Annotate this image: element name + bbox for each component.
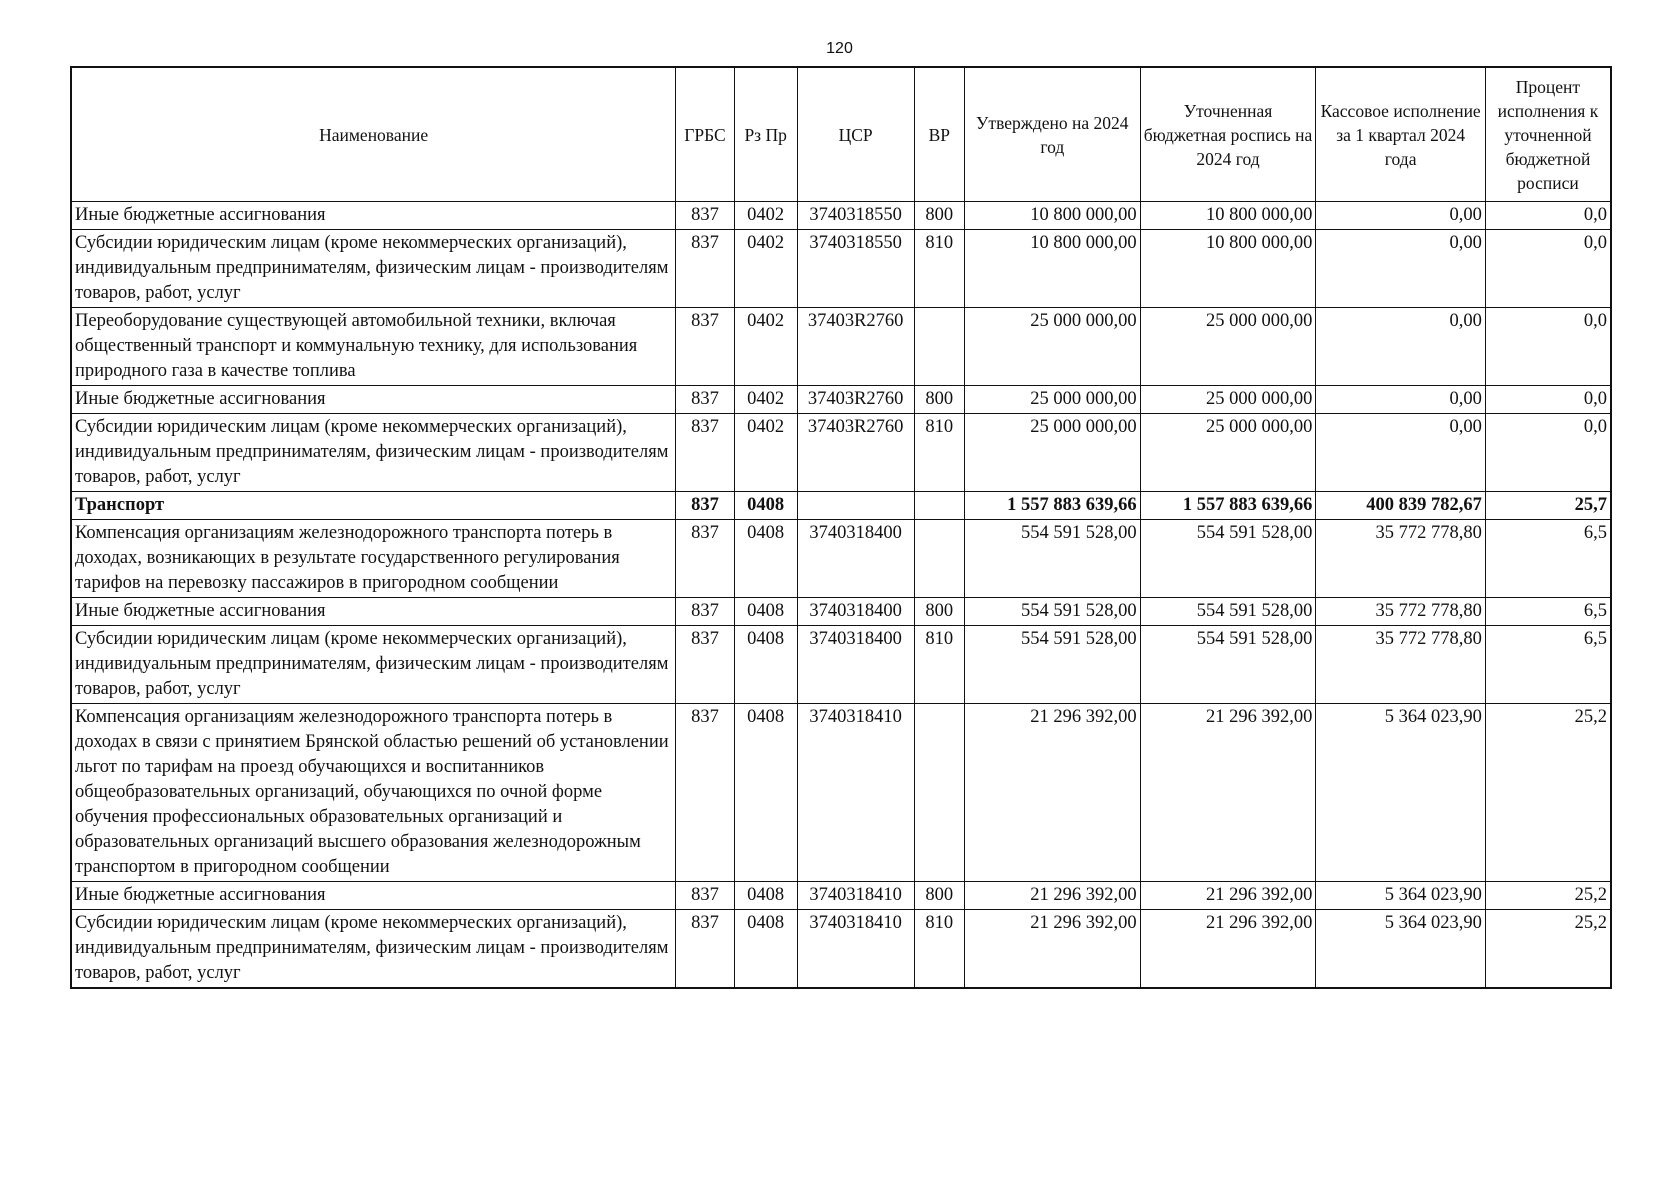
cell-name: Компенсация организациям железнодорожного транспорта потерь в доходах, возникающих в результате государственного регулирования тарифов на перевозку пассажиров в пригородном сообщении <box>71 520 676 598</box>
cell-refined: 10 800 000,00 <box>1140 230 1316 308</box>
header-rzpr: Рз Пр <box>734 67 797 202</box>
cell-grbs: 837 <box>676 910 735 989</box>
cell-approved: 21 296 392,00 <box>964 882 1140 910</box>
cell-percent: 25,2 <box>1485 704 1611 882</box>
cell-cash: 0,00 <box>1316 414 1485 492</box>
cell-rzpr: 0408 <box>734 520 797 598</box>
table-row <box>71 230 1611 308</box>
cell-vr <box>914 520 964 598</box>
cell-approved: 21 296 392,00 <box>964 704 1140 882</box>
cell-csr: 37403R2760 <box>797 414 914 492</box>
cell-csr <box>797 492 914 520</box>
table-row <box>71 882 1611 910</box>
cell-name: Иные бюджетные ассигнования <box>71 882 676 910</box>
cell-grbs: 837 <box>676 414 735 492</box>
cell-refined: 554 591 528,00 <box>1140 626 1316 704</box>
header-grbs: ГРБС <box>676 67 735 202</box>
cell-cash: 400 839 782,67 <box>1316 492 1485 520</box>
cell-refined: 554 591 528,00 <box>1140 598 1316 626</box>
cell-refined: 21 296 392,00 <box>1140 882 1316 910</box>
cell-grbs: 837 <box>676 598 735 626</box>
cell-vr <box>914 704 964 882</box>
header-csr: ЦСР <box>797 67 914 202</box>
cell-percent: 0,0 <box>1485 308 1611 386</box>
cell-name: Субсидии юридическим лицам (кроме некоммерческих организаций), индивидуальным предпринимателям, физическим лицам - производителям товаров, работ, услуг <box>71 910 676 989</box>
cell-vr: 810 <box>914 414 964 492</box>
cell-vr: 810 <box>914 910 964 989</box>
cell-grbs: 837 <box>676 230 735 308</box>
cell-name: Иные бюджетные ассигнования <box>71 386 676 414</box>
cell-csr: 3740318410 <box>797 882 914 910</box>
cell-grbs: 837 <box>676 882 735 910</box>
cell-percent: 25,7 <box>1485 492 1611 520</box>
cell-rzpr: 0402 <box>734 414 797 492</box>
cell-csr: 3740318410 <box>797 910 914 989</box>
cell-csr: 37403R2760 <box>797 308 914 386</box>
cell-percent: 0,0 <box>1485 386 1611 414</box>
cell-approved: 21 296 392,00 <box>964 910 1140 989</box>
cell-rzpr: 0402 <box>734 308 797 386</box>
table-row <box>71 386 1611 414</box>
page-number: 120 <box>826 40 853 57</box>
cell-csr: 3740318550 <box>797 230 914 308</box>
cell-vr: 810 <box>914 626 964 704</box>
cell-grbs: 837 <box>676 492 735 520</box>
header-name: Наименование <box>71 67 676 202</box>
cell-cash: 0,00 <box>1316 230 1485 308</box>
cell-name: Субсидии юридическим лицам (кроме некоммерческих организаций), индивидуальным предпринимателям, физическим лицам - производителям товаров, работ, услуг <box>71 626 676 704</box>
cell-cash: 5 364 023,90 <box>1316 910 1485 989</box>
cell-name: Субсидии юридическим лицам (кроме некоммерческих организаций), индивидуальным предпринимателям, физическим лицам - производителям товаров, работ, услуг <box>71 230 676 308</box>
cell-approved: 1 557 883 639,66 <box>964 492 1140 520</box>
cell-percent: 25,2 <box>1485 882 1611 910</box>
cell-refined: 10 800 000,00 <box>1140 202 1316 230</box>
cell-cash: 5 364 023,90 <box>1316 704 1485 882</box>
header-approved: Утверждено на 2024 год <box>964 67 1140 202</box>
table-row <box>71 626 1611 704</box>
budget-table <box>70 66 1612 989</box>
cell-rzpr: 0408 <box>734 598 797 626</box>
cell-approved: 10 800 000,00 <box>964 202 1140 230</box>
cell-rzpr: 0402 <box>734 230 797 308</box>
cell-name: Переоборудование существующей автомобильной техники, включая общественный транспорт и коммунальную технику, для использования природного газа в качестве топлива <box>71 308 676 386</box>
cell-rzpr: 0408 <box>734 882 797 910</box>
cell-grbs: 837 <box>676 626 735 704</box>
cell-approved: 25 000 000,00 <box>964 386 1140 414</box>
cell-rzpr: 0402 <box>734 202 797 230</box>
cell-percent: 6,5 <box>1485 520 1611 598</box>
cell-rzpr: 0408 <box>734 910 797 989</box>
cell-percent: 6,5 <box>1485 598 1611 626</box>
cell-refined: 21 296 392,00 <box>1140 704 1316 882</box>
table-header <box>71 67 1611 202</box>
cell-vr: 800 <box>914 386 964 414</box>
cell-cash: 5 364 023,90 <box>1316 882 1485 910</box>
cell-grbs: 837 <box>676 202 735 230</box>
cell-vr: 800 <box>914 598 964 626</box>
cell-vr: 800 <box>914 202 964 230</box>
cell-csr: 37403R2760 <box>797 386 914 414</box>
table-row <box>71 492 1611 520</box>
cell-csr: 3740318550 <box>797 202 914 230</box>
cell-csr: 3740318410 <box>797 704 914 882</box>
cell-approved: 554 591 528,00 <box>964 520 1140 598</box>
cell-name: Компенсация организациям железнодорожного транспорта потерь в доходах в связи с принятием Брянской областью решений об установлении льгот по тарифам на проезд обучающихся и воспитанников общеобразовательных организаций, обучающихся по очной форме обучения профессиональных образовательных организаций и образовательных организаций высшего образования железнодорожным транспортом в пригородном сообщении <box>71 704 676 882</box>
cell-refined: 21 296 392,00 <box>1140 910 1316 989</box>
cell-refined: 25 000 000,00 <box>1140 386 1316 414</box>
cell-vr: 800 <box>914 882 964 910</box>
cell-csr: 3740318400 <box>797 520 914 598</box>
header-cash: Кассовое исполнение за 1 квартал 2024 года <box>1316 67 1485 202</box>
cell-approved: 25 000 000,00 <box>964 414 1140 492</box>
cell-name: Транспорт <box>71 492 676 520</box>
cell-vr <box>914 308 964 386</box>
cell-percent: 25,2 <box>1485 910 1611 989</box>
cell-refined: 554 591 528,00 <box>1140 520 1316 598</box>
table-row <box>71 414 1611 492</box>
table-row <box>71 308 1611 386</box>
cell-percent: 0,0 <box>1485 414 1611 492</box>
cell-approved: 554 591 528,00 <box>964 626 1140 704</box>
cell-name: Иные бюджетные ассигнования <box>71 598 676 626</box>
header-percent: Процент исполнения к уточненной бюджетной росписи <box>1485 67 1611 202</box>
cell-refined: 1 557 883 639,66 <box>1140 492 1316 520</box>
cell-grbs: 837 <box>676 308 735 386</box>
cell-grbs: 837 <box>676 386 735 414</box>
cell-grbs: 837 <box>676 704 735 882</box>
table-row <box>71 202 1611 230</box>
cell-vr <box>914 492 964 520</box>
cell-vr: 810 <box>914 230 964 308</box>
table-row <box>71 910 1611 989</box>
table-row <box>71 520 1611 598</box>
cell-grbs: 837 <box>676 520 735 598</box>
cell-cash: 35 772 778,80 <box>1316 626 1485 704</box>
cell-refined: 25 000 000,00 <box>1140 414 1316 492</box>
cell-approved: 25 000 000,00 <box>964 308 1140 386</box>
cell-cash: 0,00 <box>1316 386 1485 414</box>
cell-cash: 35 772 778,80 <box>1316 598 1485 626</box>
cell-name: Субсидии юридическим лицам (кроме некоммерческих организаций), индивидуальным предпринимателям, физическим лицам - производителям товаров, работ, услуг <box>71 414 676 492</box>
cell-cash: 0,00 <box>1316 308 1485 386</box>
table-row <box>71 598 1611 626</box>
cell-refined: 25 000 000,00 <box>1140 308 1316 386</box>
header-refined: Уточненная бюджетная роспись на 2024 год <box>1140 67 1316 202</box>
table-row <box>71 704 1611 882</box>
header-vr: ВР <box>914 67 964 202</box>
cell-rzpr: 0408 <box>734 626 797 704</box>
cell-approved: 10 800 000,00 <box>964 230 1140 308</box>
cell-rzpr: 0402 <box>734 386 797 414</box>
cell-percent: 0,0 <box>1485 230 1611 308</box>
cell-cash: 0,00 <box>1316 202 1485 230</box>
cell-percent: 0,0 <box>1485 202 1611 230</box>
cell-csr: 3740318400 <box>797 598 914 626</box>
cell-name: Иные бюджетные ассигнования <box>71 202 676 230</box>
cell-rzpr: 0408 <box>734 704 797 882</box>
cell-percent: 6,5 <box>1485 626 1611 704</box>
cell-cash: 35 772 778,80 <box>1316 520 1485 598</box>
cell-rzpr: 0408 <box>734 492 797 520</box>
cell-approved: 554 591 528,00 <box>964 598 1140 626</box>
table-body <box>71 202 1611 989</box>
cell-csr: 3740318400 <box>797 626 914 704</box>
